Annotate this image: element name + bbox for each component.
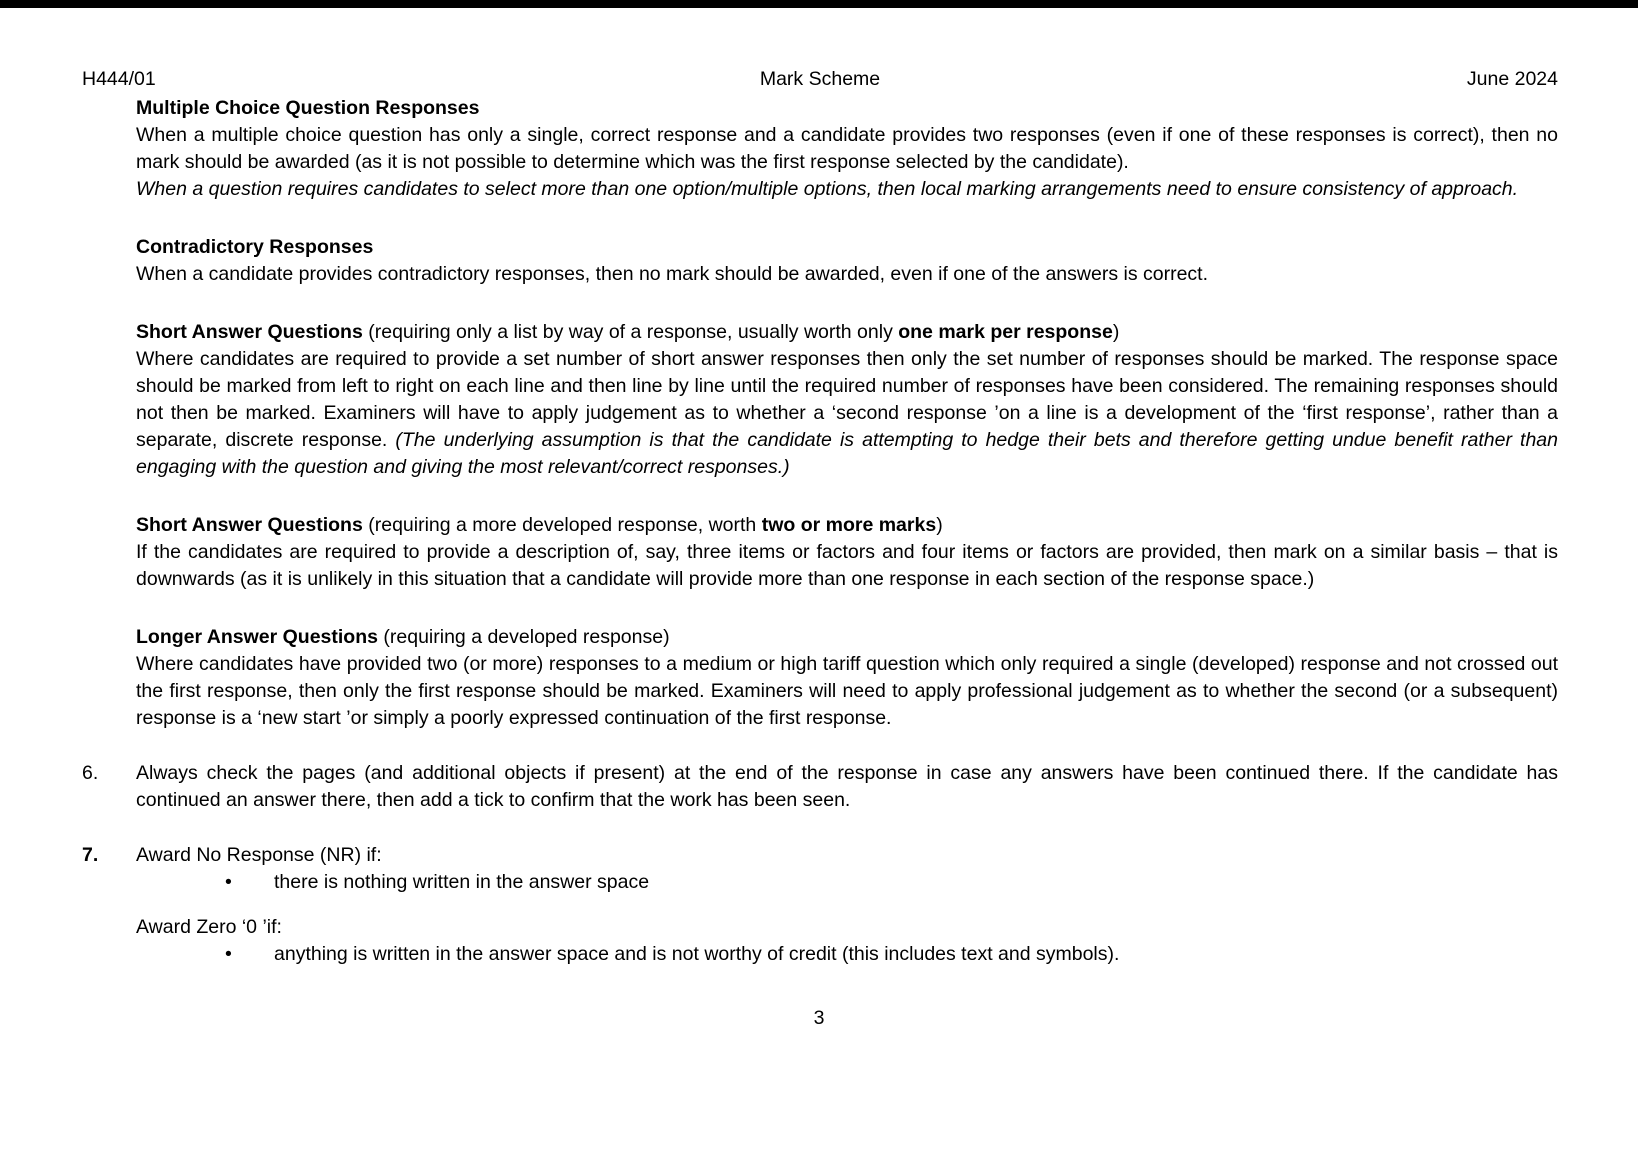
- page-number: 3: [813, 1007, 825, 1029]
- bullet-item: [136, 869, 1558, 896]
- section-short-answer-developed: [136, 512, 1558, 593]
- numbered-item-6: [82, 760, 1558, 814]
- heading-normal-part: (requiring only a list by way of a response, usually worth only: [362, 321, 899, 343]
- bullet-text: anything is written in the answer space and is not worthy of credit (this includes text and symbols).: [274, 943, 1120, 965]
- section-multiple-choice: [136, 95, 1558, 203]
- bullet-text: there is nothing written in the answer space: [274, 871, 650, 893]
- section-heading: [136, 624, 1558, 651]
- section-heading: [136, 319, 1558, 346]
- heading-bold-part: Longer Answer Questions: [136, 626, 378, 648]
- numbered-item-7: [82, 842, 1558, 968]
- top-border: [0, 0, 1638, 8]
- page-header: [0, 8, 1638, 93]
- heading-bold-part: Short Answer Questions: [136, 321, 363, 343]
- section-heading: Contradictory Responses: [136, 236, 374, 258]
- page-footer: [0, 1005, 1638, 1032]
- doc-date: June 2024: [1466, 68, 1558, 90]
- heading-bold-part: two or more marks: [761, 514, 937, 536]
- item6-paragraph: Always check the pages (and additional objects if present) at the end of the response in case any answers have been continued there. If the candidate has continued an answer there, then add a tick to confirm that the work has been seen.: [136, 762, 1558, 811]
- heading-bold-part: Short Answer Questions: [136, 514, 363, 536]
- section-heading: Multiple Choice Question Responses: [136, 97, 480, 119]
- section-contradictory: [136, 234, 1558, 288]
- short-answer-developed-paragraph: If the candidates are required to provide a description of, say, three items or factors and four items or factors are provided, then mark on a similar basis – that is downwards (as it is unlikely in this situation that a candidate will provide more than one response in each section of the response space.): [136, 541, 1558, 590]
- heading-bold-part: one mark per response: [898, 321, 1113, 343]
- longer-answer-paragraph: Where candidates have provided two (or more) responses to a medium or high tariff question which only required a single (developed) response and not crossed out the first response, then only the first response should be marked. Examiners will need to apply professional judgement as to whether the second (or a subsequent) response is a ‘new start ’or simply a poorly expressed continuation of the first response.: [136, 653, 1558, 729]
- award-zero-label: Award Zero ‘0 ’if:: [136, 916, 282, 938]
- heading-normal-part: (requiring a developed response): [377, 626, 670, 648]
- item-number: 6.: [82, 762, 99, 784]
- short-answer-list-paragraph: [136, 346, 1558, 481]
- mcq-italic-note: When a question requires candidates to select more than one option/multiple options, then local marking arrangements need to ensure consistency of approach.: [136, 178, 1519, 200]
- heading-normal-part: (requiring a more developed response, worth: [362, 514, 762, 536]
- bullet-icon: •: [225, 871, 232, 893]
- heading-normal-part: ): [936, 514, 943, 536]
- item-body: [136, 842, 1558, 968]
- paragraph-text: Where candidates are required to provide a set number of short answer responses then only the set number of responses should be marked. The response space should be marked from left to right on each line and then line by line until the required number of responses have been considered. The remaining responses should not then be marked. Examiners will have to apply judgement as to whether a ‘second response ’on a line is a development of the ‘first response’, rather than a separate, discrete response.: [136, 348, 1558, 451]
- bullet-item: [136, 941, 1558, 968]
- section-short-answer-list: [136, 319, 1558, 481]
- paragraph-italic-note: (The underlying assumption is that the candidate is attempting to hedge their bets and therefore getting undue benefit rather than engaging with the question and giving the most relevant/correct responses.): [136, 429, 1558, 478]
- mcq-paragraph: When a multiple choice question has only a single, correct response and a candidate provides two responses (even if one of these responses is correct), then no mark should be awarded (as it is not possible to determine which was the first response selected by the candidate).: [136, 124, 1558, 173]
- contradictory-paragraph: When a candidate provides contradictory responses, then no mark should be awarded, even if one of the answers is correct.: [136, 263, 1209, 285]
- doc-code: H444/01: [82, 68, 156, 90]
- doc-title: Mark Scheme: [759, 68, 881, 90]
- heading-normal-part: ): [1112, 321, 1120, 343]
- item7-intro: Award No Response (NR) if:: [136, 844, 382, 866]
- item-number: 7.: [82, 844, 99, 866]
- bullet-icon: •: [225, 943, 232, 965]
- item-body: [136, 760, 1558, 814]
- section-longer-answer: [136, 624, 1558, 732]
- section-heading: [136, 512, 1558, 539]
